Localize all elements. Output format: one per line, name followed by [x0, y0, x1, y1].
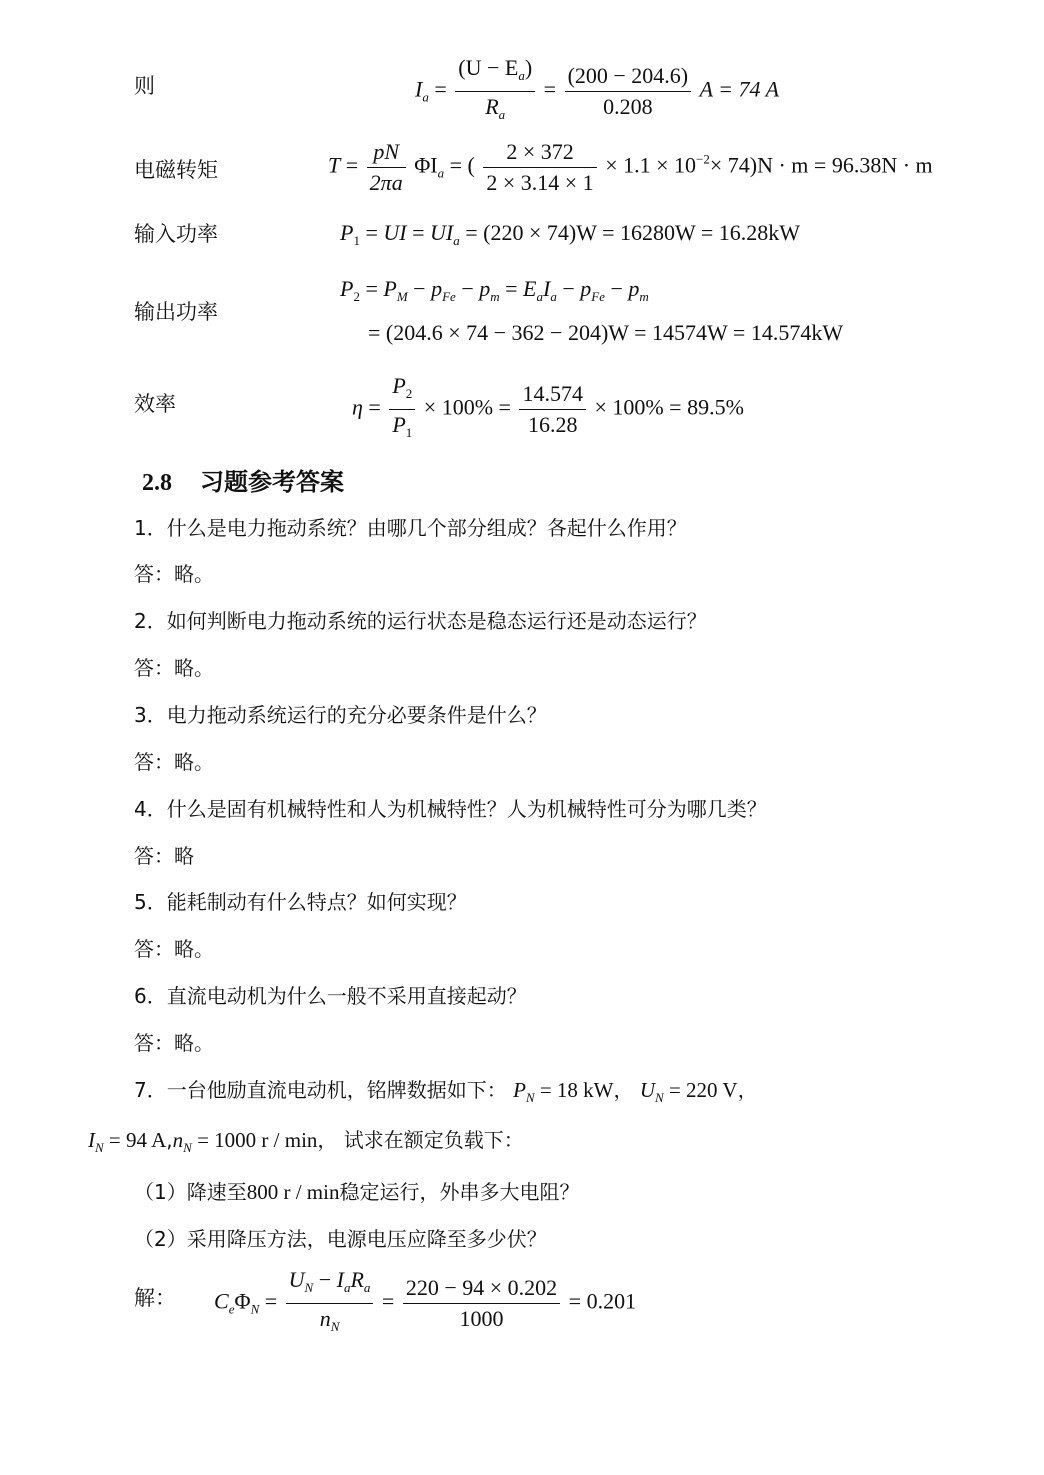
label-ze: 则	[134, 74, 155, 98]
formula-output-power-line2: = (204.6 × 74 − 362 − 204)W = 14574W = 14.574kW	[368, 320, 844, 345]
label-output-power: 输出功率	[134, 300, 218, 324]
label-input-power: 输入功率	[134, 222, 218, 246]
question-1: 1．什么是电力拖动系统？由哪几个部分组成？各起什么作用？	[134, 516, 687, 540]
label-torque: 电磁转矩	[134, 158, 218, 182]
section-heading	[142, 462, 344, 497]
formula-input-power: $P_1$ = UI = $UI_a = (220 \times 74)W = 16280W = 16.28kW$	[340, 220, 801, 248]
answer-2: 答：略。	[134, 656, 214, 680]
question-6: 6．直流电动机为什么一般不采用直接起动？	[134, 984, 527, 1008]
answer-5: 答：略。	[134, 937, 214, 961]
formula-torque: T = $\frac{pN}{2\pi a}$ $\Phi I_a$ = ( $\frac{2 \times 372}{2 \times 3.14 \times 1}$ × $1.1 \times 10^{-2}\times 74)N \cdot m = 96.38N \cdot m$	[328, 139, 933, 195]
question-5: 5．能耗制动有什么特点？如何实现？	[134, 890, 467, 914]
answer-4: 答：略	[134, 844, 194, 868]
answer-6: 答：略。	[134, 1031, 214, 1055]
label-efficiency: 效率	[134, 392, 176, 416]
answer-3: 答：略。	[134, 750, 214, 774]
formula-output-power-line1: $P_2 = P_M - p_{Fe} - p_m = E_aI_a - p_{Fe} - p_m$	[340, 276, 649, 304]
section-number: 2.8	[142, 470, 172, 496]
label-solve: 解：	[134, 1286, 176, 1310]
answer-1: 答：略。	[134, 562, 214, 586]
question-7-sub2: （2）采用降压方法，电源电压应降至多少伏？	[134, 1227, 547, 1251]
question-4: 4．什么是固有机械特性和人为机械特性？人为机械特性可分为哪几类？	[134, 797, 767, 821]
question-7-line1: 7．一台他励直流电动机，铭牌数据如下： $P_N = 18$ kW， $U_N = 220$ V，	[134, 1078, 758, 1105]
formula-efficiency: η = $\frac{P_2}{P_1}$ × 100% = $\frac{14.574}{16.28}$ × 100% = 89.5%	[352, 373, 744, 440]
question-7-sub1: （1）降速至800 r / min稳定运行，外串多大电阻？	[134, 1180, 580, 1204]
question-2: 2．如何判断电力拖动系统的运行状态是稳态运行还是动态运行？	[134, 609, 707, 633]
formula-armature-current: $I_a$ = $\frac{(U - E_a)}{R_a}$ = $\frac{(200 - 204.6)}{0.208}$ A = 74 A	[415, 55, 780, 122]
section-title: 习题参考答案	[200, 468, 344, 496]
question-3: 3．电力拖动系统运行的充分必要条件是什么？	[134, 703, 547, 727]
formula-ce-phi: $C_e\Phi_N$ = $\frac{U_N - I_aR_a}{n_N}$ = $\frac{220 - 94 \times 0.202}{1000}$ = 0.201	[214, 1267, 637, 1334]
question-7-line2: $I_N = 94$ $A,n_N = 1000$ r / min， 试求在额定负载下：	[88, 1128, 524, 1155]
